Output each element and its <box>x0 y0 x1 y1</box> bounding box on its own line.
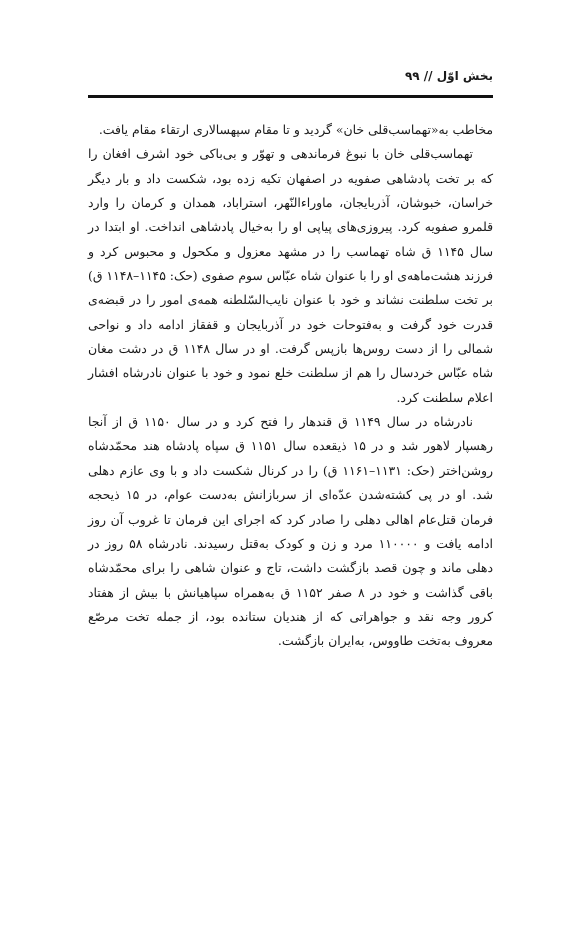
paragraph-nader-shah: نادرشاه در سال ۱۱۴۹ ق قندهار را فتح کرد و در سال ۱۱۵۰ ق از آنجا رهسپار لاهور شد و در ۱۵ ذیقعده سال ۱۱۵۱ ق سپاه پادشاه هند محمّدشاه روشن‌اختر (حک: ۱۱۳۱–۱۱۶۱ ق) را در کرنال شکست داد و با وی عازم دهلی شد. او در پی کشته‌شدن عدّه‌ای از سربازانش به‌دست عوام، در ۱۵ ذیحجه فرمان قتل‌عام اهالی دهلی را صادر کرد که اجرای این فرمان تا غروب آن روز ادامه یافت و ۱۱۰۰۰۰ مرد و زن و کودک به‌قتل رسیدند. نادرشاه ۵۸ روز در دهلی ماند و چون قصد بازگشت داشت، تاج و عنوان شاهی را برای محمّدشاه باقی گذاشت و خود در ۸ صفر ۱۱۵۲ ق به‌همراه سپاهیانش با بیش از هفتاد کرور وجه نقد و جواهراتی که از هندیان ستانده بود، از جمله تخت مرصّع معروف به‌تخت طاووس، به‌ایران بازگشت. <box>88 414 494 649</box>
paragraph-continuation: مخاطب به«تهماسب‌قلی خان» گردید و تا مقام سپهسالاری ارتقاء مقام یافت. <box>98 122 493 137</box>
header-rule <box>88 95 493 98</box>
paragraph-tahmasp-qoli-khan: تهماسب‌قلی خان با نبوغ فرماندهی و تهوّر و بی‌باکی خود اشرف افغان را که بر تخت پادشاهی صفویه در اصفهان تکیه زده بود، شکست داد و بار دیگر خراسان، خبوشان، آذربایجان، ماوراءالنّهر، استراباد، همدان و کرمان را وارد قلمرو صفویه کرد. پیروزی‌های پیاپی او را به‌خیال پادشاهی انداخت. او ابتدا در سال ۱۱۴۵ ق شاه تهماسب را در مشهد معزول و مکحول و محبوس کرد و فرزند هشت‌ماهه‌ی او را با عنوان شاه عبّاس سوم صفوی (حک: ۱۱۴۵–۱۱۴۸ ق) بر تخت سلطنت نشاند و خود با عنوان نایب‌السّلطنه همه‌ی امور را در قبضه‌ی قدرت خود گرفت و به‌فتوحات خود در آذربایجان و قفقاز ادامه داد و نواحی شمالی را از دست روس‌ها بازپس گرفت. او در سال ۱۱۴۸ ق در دشت مغان شاه عبّاس خردسال را هم از سلطنت خلع نمود و خود با عنوان نادرشاه افشار اعلام سلطنت کرد. <box>88 146 493 405</box>
body-text <box>88 118 493 654</box>
running-header: بخش اوّل // ۹۹ <box>404 69 493 83</box>
